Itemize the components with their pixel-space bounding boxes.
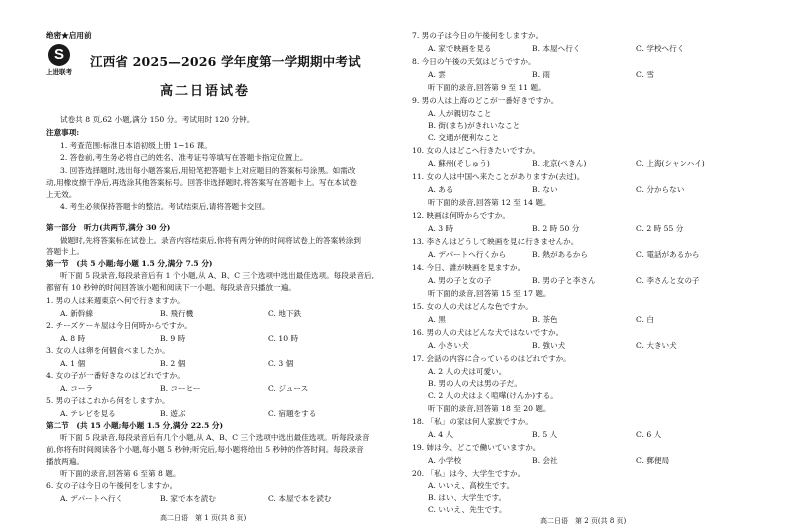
question: 13. 李さんはどうして映画を見に行きませんか。: [412, 237, 579, 246]
question: 14. 今日、誰が映画を見ますか。: [412, 263, 526, 272]
option-b: B. 雨: [532, 70, 551, 79]
option-b: B. 茶色: [532, 315, 558, 324]
question: 6. 女の子は今日の午後何をしますか。: [46, 481, 178, 490]
question: 7. 男の子は今日の午後何をしますか。: [412, 31, 544, 40]
note-line: 上无效。: [46, 190, 77, 199]
section2-desc: 听下面 5 段录音,每段录音后有几个小题,从 A、B、C 三个选项中选出最佳选项。听每段录音: [60, 433, 370, 442]
option-c: C. 3 個: [268, 359, 294, 368]
option-a: A. 蘇州(そしゅう): [428, 159, 490, 168]
option-b: B. 会社: [532, 456, 558, 465]
option-b: B. 2 個: [160, 359, 186, 368]
option-a: A. いいえ、高校生です。: [428, 481, 515, 490]
option-a: A. 3 時: [428, 224, 454, 233]
listening-instruction: 听下面的录音,回答第 15 至 17 题。: [428, 289, 551, 298]
option-b: B. 5 人: [532, 430, 558, 439]
option-b: B. 強い犬: [532, 341, 566, 350]
question: 5. 男の子はこれから何をしますか。: [46, 396, 170, 405]
page-2: [400, 0, 800, 531]
question: 9. 男の人は上海のどこが一番好きですか。: [412, 96, 559, 105]
part1-desc: 做题时,先将答案标在试卷上。录音内容结束后,你将有两分钟的时间将试卷上的答案转涂到: [60, 236, 361, 245]
option-b: B. 2 時 50 分: [532, 224, 580, 233]
option-b: B. 飛行機: [160, 309, 194, 318]
question: 16. 男の人の犬はどんな犬ではないですか。: [412, 328, 564, 337]
option-c: C. ジュース: [268, 384, 309, 393]
option-c: C. 6 人: [636, 430, 662, 439]
option-b: B. 熱があるから: [532, 250, 588, 259]
option-b: B. 街(まち)がきれいなこと: [428, 121, 521, 130]
option-b: B. ない: [532, 185, 558, 194]
option-c: C. 李さんと女の子: [636, 276, 700, 285]
option-a: A. 小さい犬: [428, 341, 469, 350]
note-line: 1. 考查范围:标准日本语初级上册 1~16 课。: [60, 141, 212, 150]
option-b: B. はい、大学生です。: [428, 493, 507, 502]
option-a: A. 1 個: [60, 359, 86, 368]
note-line: 2. 答卷前,考生务必将自己的姓名、准考证号等填写在答题卡指定位置上。: [60, 153, 308, 162]
part1-heading: 第一部分 听力(共两节,满分 30 分): [46, 223, 171, 232]
notes-heading: 注意事项:: [46, 128, 80, 137]
option-a: A. デパートへ行くから: [428, 250, 507, 259]
option-a: A. 家で映画を見る: [428, 44, 492, 53]
option-c: C. 白: [636, 315, 654, 324]
section1-desc: 听下面 5 段录音,每段录音后有 1 个小题,从 A、B、C 三个选项中选出最佳选项。每段录音后,: [60, 271, 375, 280]
listening-instruction: 听下面的录音,回答第 12 至 14 题。: [428, 198, 551, 207]
option-b: B. 北京(ぺきん): [532, 159, 587, 168]
question: 12. 映画は何時からですか。: [412, 211, 510, 220]
option-a: A. 新幹線: [60, 309, 94, 318]
option-a: A. 4 人: [428, 430, 454, 439]
option-c: C. 2 時 55 分: [636, 224, 684, 233]
option-a: A. 8 時: [60, 334, 86, 343]
option-a: A. コーラ: [60, 384, 94, 393]
question: 10. 女の人はどこへ行きたいですか。: [412, 146, 541, 155]
publisher-logo: [46, 44, 72, 78]
option-b: B. 9 時: [160, 334, 186, 343]
note-line: 3. 回答选择题时,选出每小题答案后,用铅笔把答题卡上对应题目的答案标号涂黑。如需改: [60, 166, 356, 175]
option-b: B. コーヒー: [160, 384, 201, 393]
option-c: C. 地下鉄: [268, 309, 302, 318]
question: 8. 今日の午後の天気はどうですか。: [412, 57, 536, 66]
option-c: C. 学校へ行く: [636, 44, 685, 53]
question: 2. チーズケーキ屋は今日何時からですか。: [46, 321, 192, 330]
listening-instruction: 听下面的录音,回答第 6 至第 8 题。: [60, 469, 181, 478]
part1-desc: 答题卡上。: [46, 247, 84, 256]
option-a: A. 2 人の犬は可愛い。: [428, 367, 507, 376]
option-c: C. 雪: [636, 70, 654, 79]
section1-heading: 第一节 (共 5 小题;每小题 1.5 分,满分 7.5 分): [46, 259, 213, 268]
option-a: A. テレビを見る: [60, 409, 116, 418]
option-b: B. 本屋へ行く: [532, 44, 581, 53]
section2-heading: 第二节 (共 15 小题;每小题 1.5 分,满分 22.5 分): [46, 421, 224, 430]
option-a: A. 小学校: [428, 456, 462, 465]
exam-intro: 试卷共 8 页,62 小题,满分 150 分。考试用时 120 分钟。: [60, 115, 255, 124]
question: 18. 「私」の家は何人家族ですか。: [412, 417, 533, 426]
question: 19. 姉は今、どこで働いていますか。: [412, 443, 541, 452]
section2-desc: 播放两遍。: [46, 457, 84, 466]
question: 1. 男の人は来週東京へ何で行きますか。: [46, 296, 185, 305]
option-c: C. 郵便局: [636, 456, 670, 465]
option-c: C. 上海(シャンハイ): [636, 159, 705, 168]
option-c: C. 10 時: [268, 334, 299, 343]
question: 4. 女の子が一番好きなのはどれですか。: [46, 371, 185, 380]
option-b: B. 遊ぶ: [160, 409, 186, 418]
question: 15. 女の人の犬はどんな色ですか。: [412, 302, 533, 311]
option-c: C. 宿題をする: [268, 409, 317, 418]
option-b: B. 家で本を読む: [160, 494, 216, 503]
listening-instruction: 听下面的录音,回答第 9 至 11 题。: [428, 83, 546, 92]
option-a: A. 男の子と女の子: [428, 276, 492, 285]
option-a: A. 黒: [428, 315, 446, 324]
page-footer: 高二日语 第 2 页(共 8 页): [540, 517, 627, 525]
option-c: C. 本屋で本を読む: [268, 494, 332, 503]
option-c: C. 交通が便利なこと: [428, 133, 500, 142]
page-footer: 高二日语 第 1 页(共 8 页): [160, 514, 247, 522]
option-c: C. 大きい犬: [636, 341, 677, 350]
question: 3. 女の人は卵を何個食べましたか。: [46, 346, 170, 355]
question: 17. 会話の内容に合っているのはどれですか。: [412, 354, 571, 363]
note-line: 动,用橡皮擦干净后,再选涂其他答案标号。回答非选择题时,将答案写在答题卡上。写在本试卷: [46, 178, 357, 187]
confidential-label: 绝密★启用前: [46, 31, 92, 40]
option-c: C. 電話があるから: [636, 250, 700, 259]
subject-title: 高二日语试卷: [160, 84, 251, 99]
option-a: A. デパートへ行く: [60, 494, 124, 503]
option-a: A. 人が親切なこと: [428, 109, 492, 118]
option-b: B. 男の人の犬は男の子だ。: [428, 379, 522, 388]
option-a: A. ある: [428, 185, 454, 194]
logo-text: 上进联考: [46, 69, 72, 76]
option-c: C. いいえ、先生です。: [428, 505, 507, 514]
section2-desc: 前,你将有时间阅读各个小题,每小题 5 秒钟;听完后,每小题将给出 5 秒钟的作答时间。每段录音: [46, 445, 364, 454]
section1-desc: 都留有 10 秒钟的时间回答该小题和阅读下一小题。每段录音只播放一遍。: [46, 283, 296, 292]
option-c: C. 2 人の犬はよく喧嘩(けんか)する。: [428, 391, 558, 400]
question: 20. 「私」は今、大学生ですか。: [412, 469, 526, 478]
listening-instruction: 听下面的录音,回答第 18 至 20 题。: [428, 404, 551, 413]
question: 11. 女の人は中国へ来たことがありますか(去过)。: [412, 172, 585, 181]
exam-title: 江西省 2025—2026 学年度第一学期期中考试: [90, 54, 361, 69]
note-line: 4. 考生必须保持答题卡的整洁。考试结束后,请将答题卡交回。: [60, 202, 270, 211]
option-c: C. 分からない: [636, 185, 685, 194]
logo-mark: S: [48, 44, 70, 66]
option-b: B. 男の子と李さん: [532, 276, 596, 285]
option-a: A. 雲: [428, 70, 446, 79]
